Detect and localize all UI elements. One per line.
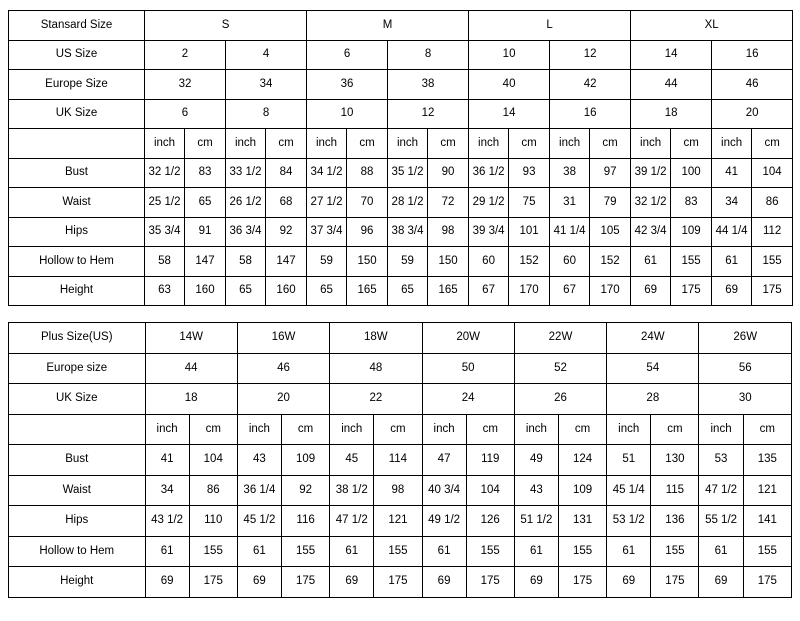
plus-hollow-to-hem-value: 61 (145, 536, 189, 567)
europe-size-value: 38 (388, 70, 469, 100)
bust-value: 84 (266, 158, 307, 188)
hips-value: 42 3/4 (631, 217, 671, 247)
plus-bust-value: 49 (514, 445, 558, 476)
plus-bust-value: 119 (466, 445, 514, 476)
plus-hollow-to-hem-value: 155 (743, 536, 791, 567)
waist-value: 65 (185, 188, 226, 218)
uk-size-value: 10 (307, 99, 388, 129)
plus-uk-size-value: 18 (145, 384, 237, 415)
plus-hollow-to-hem-value: 155 (466, 536, 514, 567)
height-value: 175 (671, 276, 712, 306)
waist-value: 34 (712, 188, 752, 218)
unit-cell: inch (607, 414, 651, 445)
unit-cell: inch (699, 414, 743, 445)
plus-waist-value: 36 1/4 (237, 475, 281, 506)
bust-value: 38 (550, 158, 590, 188)
plus-europe-size-value: 44 (145, 353, 237, 384)
table-row-waist (9, 188, 793, 218)
plus-height-value: 175 (282, 567, 330, 598)
bust-value: 90 (428, 158, 469, 188)
plus-waist-value: 45 1/4 (607, 475, 651, 506)
hollow-to-hem-value: 60 (469, 247, 509, 277)
row-label-bust: Bust (9, 158, 145, 188)
bust-value: 39 1/2 (631, 158, 671, 188)
unit-cell: cm (347, 129, 388, 159)
hollow-to-hem-value: 59 (307, 247, 347, 277)
unit-cell: inch (307, 129, 347, 159)
hips-value: 39 3/4 (469, 217, 509, 247)
plus-height-value: 175 (374, 567, 422, 598)
height-value: 165 (428, 276, 469, 306)
row-label-height: Height (9, 276, 145, 306)
hips-value: 41 1/4 (550, 217, 590, 247)
us-size-value: 2 (145, 40, 226, 70)
table-row-bust (9, 158, 793, 188)
hips-value: 109 (671, 217, 712, 247)
hips-value: 91 (185, 217, 226, 247)
bust-value: 93 (509, 158, 550, 188)
row-label-waist: Waist (9, 188, 145, 218)
plus-height-value: 69 (699, 567, 743, 598)
height-value: 65 (307, 276, 347, 306)
plus-bust-value: 53 (699, 445, 743, 476)
hollow-to-hem-value: 147 (266, 247, 307, 277)
unit-cell: cm (428, 129, 469, 159)
row-label-plus-hips: Hips (9, 506, 146, 537)
table-row-uk-size (9, 99, 793, 129)
europe-size-value: 34 (226, 70, 307, 100)
plus-uk-size-value: 22 (330, 384, 422, 415)
plus-size-24w: 24W (607, 323, 699, 354)
unit-cell: inch (469, 129, 509, 159)
waist-value: 72 (428, 188, 469, 218)
plus-hips-value: 141 (743, 506, 791, 537)
plus-size-18w: 18W (330, 323, 422, 354)
plus-bust-value: 41 (145, 445, 189, 476)
plus-waist-value: 115 (651, 475, 699, 506)
plus-bust-value: 51 (607, 445, 651, 476)
plus-size-label: Plus Size(US) (9, 323, 146, 354)
plus-bust-value: 45 (330, 445, 374, 476)
waist-value: 75 (509, 188, 550, 218)
height-value: 160 (185, 276, 226, 306)
standard-size-label: Stansard Size (9, 11, 145, 41)
size-group-l: L (469, 11, 631, 41)
hollow-to-hem-value: 60 (550, 247, 590, 277)
plus-hips-value: 55 1/2 (699, 506, 743, 537)
hollow-to-hem-value: 147 (185, 247, 226, 277)
hollow-to-hem-value: 58 (226, 247, 266, 277)
plus-bust-value: 109 (282, 445, 330, 476)
height-value: 63 (145, 276, 185, 306)
row-label-plus-uk-size: UK Size (9, 384, 146, 415)
plus-height-value: 69 (145, 567, 189, 598)
us-size-value: 12 (550, 40, 631, 70)
plus-hollow-to-hem-value: 155 (282, 536, 330, 567)
row-label-plus-height: Height (9, 567, 146, 598)
plus-europe-size-value: 50 (422, 353, 514, 384)
us-size-value: 10 (469, 40, 550, 70)
plus-waist-value: 104 (466, 475, 514, 506)
us-size-value: 14 (631, 40, 712, 70)
unit-cell: inch (712, 129, 752, 159)
us-size-value: 8 (388, 40, 469, 70)
plus-bust-value: 114 (374, 445, 422, 476)
units-row-blank-label (9, 129, 145, 159)
plus-waist-value: 86 (189, 475, 237, 506)
row-label-plus-europe-size: Europe size (9, 353, 146, 384)
plus-size-table (8, 322, 792, 598)
plus-waist-value: 47 1/2 (699, 475, 743, 506)
bust-value: 35 1/2 (388, 158, 428, 188)
plus-hips-value: 136 (651, 506, 699, 537)
hips-value: 101 (509, 217, 550, 247)
plus-hips-value: 43 1/2 (145, 506, 189, 537)
table-row-plus-bust (9, 445, 792, 476)
unit-cell: inch (388, 129, 428, 159)
waist-value: 31 (550, 188, 590, 218)
plus-hollow-to-hem-value: 61 (607, 536, 651, 567)
uk-size-value: 6 (145, 99, 226, 129)
plus-waist-value: 43 (514, 475, 558, 506)
bust-value: 33 1/2 (226, 158, 266, 188)
plus-hips-value: 53 1/2 (607, 506, 651, 537)
plus-uk-size-value: 20 (237, 384, 329, 415)
row-label-hollow-to-hem: Hollow to Hem (9, 247, 145, 277)
unit-cell: inch (145, 414, 189, 445)
waist-value: 70 (347, 188, 388, 218)
plus-waist-value: 34 (145, 475, 189, 506)
plus-waist-value: 38 1/2 (330, 475, 374, 506)
plus-hips-value: 110 (189, 506, 237, 537)
uk-size-value: 8 (226, 99, 307, 129)
hips-value: 44 1/4 (712, 217, 752, 247)
height-value: 65 (388, 276, 428, 306)
bust-value: 97 (590, 158, 631, 188)
height-value: 170 (590, 276, 631, 306)
plus-uk-size-value: 28 (607, 384, 699, 415)
unit-cell: cm (590, 129, 631, 159)
plus-height-value: 175 (466, 567, 514, 598)
unit-cell: cm (509, 129, 550, 159)
hips-value: 35 3/4 (145, 217, 185, 247)
table-row-height (9, 276, 793, 306)
plus-waist-value: 98 (374, 475, 422, 506)
table-row-plus-header (9, 323, 792, 354)
height-value: 69 (631, 276, 671, 306)
plus-height-value: 175 (558, 567, 606, 598)
uk-size-value: 18 (631, 99, 712, 129)
hips-value: 92 (266, 217, 307, 247)
europe-size-value: 40 (469, 70, 550, 100)
hollow-to-hem-value: 152 (590, 247, 631, 277)
plus-height-value: 69 (330, 567, 374, 598)
waist-value: 28 1/2 (388, 188, 428, 218)
bust-value: 104 (752, 158, 793, 188)
row-label-europe-size: Europe Size (9, 70, 145, 100)
unit-cell: cm (374, 414, 422, 445)
europe-size-value: 32 (145, 70, 226, 100)
plus-height-value: 69 (237, 567, 281, 598)
europe-size-value: 36 (307, 70, 388, 100)
plus-uk-size-value: 26 (514, 384, 606, 415)
height-value: 175 (752, 276, 793, 306)
height-value: 67 (469, 276, 509, 306)
plus-europe-size-value: 48 (330, 353, 422, 384)
plus-europe-size-value: 46 (237, 353, 329, 384)
unit-cell: cm (752, 129, 793, 159)
height-value: 69 (712, 276, 752, 306)
plus-height-value: 69 (422, 567, 466, 598)
plus-hollow-to-hem-value: 155 (374, 536, 422, 567)
table-row-plus-hips (9, 506, 792, 537)
hips-value: 36 3/4 (226, 217, 266, 247)
hollow-to-hem-value: 59 (388, 247, 428, 277)
plus-bust-value: 47 (422, 445, 466, 476)
height-value: 165 (347, 276, 388, 306)
plus-europe-size-value: 56 (699, 353, 792, 384)
height-value: 67 (550, 276, 590, 306)
hips-value: 96 (347, 217, 388, 247)
hips-value: 38 3/4 (388, 217, 428, 247)
plus-europe-size-value: 52 (514, 353, 606, 384)
plus-hips-value: 131 (558, 506, 606, 537)
plus-europe-size-value: 54 (607, 353, 699, 384)
waist-value: 79 (590, 188, 631, 218)
plus-waist-value: 121 (743, 475, 791, 506)
plus-hips-value: 51 1/2 (514, 506, 558, 537)
row-label-plus-hollow-to-hem: Hollow to Hem (9, 536, 146, 567)
row-label-plus-bust: Bust (9, 445, 146, 476)
uk-size-value: 14 (469, 99, 550, 129)
waist-value: 68 (266, 188, 307, 218)
table-row-standard-header (9, 11, 793, 41)
plus-height-value: 175 (743, 567, 791, 598)
plus-hips-value: 116 (282, 506, 330, 537)
plus-hips-value: 121 (374, 506, 422, 537)
us-size-value: 16 (712, 40, 793, 70)
plus-size-20w: 20W (422, 323, 514, 354)
europe-size-value: 42 (550, 70, 631, 100)
plus-size-26w: 26W (699, 323, 792, 354)
table-row-plus-waist (9, 475, 792, 506)
plus-size-22w: 22W (514, 323, 606, 354)
waist-value: 26 1/2 (226, 188, 266, 218)
hollow-to-hem-value: 150 (428, 247, 469, 277)
plus-waist-value: 40 3/4 (422, 475, 466, 506)
plus-hollow-to-hem-value: 61 (237, 536, 281, 567)
unit-cell: inch (631, 129, 671, 159)
bust-value: 100 (671, 158, 712, 188)
table-row-plus-hollow-to-hem (9, 536, 792, 567)
table-row-us-size (9, 40, 793, 70)
plus-hips-value: 47 1/2 (330, 506, 374, 537)
plus-uk-size-value: 24 (422, 384, 514, 415)
unit-cell: inch (226, 129, 266, 159)
unit-cell: inch (330, 414, 374, 445)
size-group-s: S (145, 11, 307, 41)
bust-value: 32 1/2 (145, 158, 185, 188)
table-row-plus-height (9, 567, 792, 598)
unit-cell: cm (466, 414, 514, 445)
waist-value: 27 1/2 (307, 188, 347, 218)
table-row-plus-units (9, 414, 792, 445)
standard-size-table (8, 10, 793, 306)
hips-value: 105 (590, 217, 631, 247)
table-row-hips (9, 217, 793, 247)
plus-hips-value: 126 (466, 506, 514, 537)
plus-hollow-to-hem-value: 155 (558, 536, 606, 567)
plus-bust-value: 104 (189, 445, 237, 476)
unit-cell: cm (743, 414, 791, 445)
uk-size-value: 12 (388, 99, 469, 129)
bust-value: 34 1/2 (307, 158, 347, 188)
hips-value: 37 3/4 (307, 217, 347, 247)
height-value: 160 (266, 276, 307, 306)
unit-cell: inch (237, 414, 281, 445)
hollow-to-hem-value: 150 (347, 247, 388, 277)
hips-value: 98 (428, 217, 469, 247)
plus-hips-value: 49 1/2 (422, 506, 466, 537)
table-row-europe-size (9, 70, 793, 100)
height-value: 65 (226, 276, 266, 306)
bust-value: 83 (185, 158, 226, 188)
uk-size-value: 16 (550, 99, 631, 129)
plus-hollow-to-hem-value: 61 (422, 536, 466, 567)
row-label-hips: Hips (9, 217, 145, 247)
plus-bust-value: 43 (237, 445, 281, 476)
plus-waist-value: 92 (282, 475, 330, 506)
plus-uk-size-value: 30 (699, 384, 792, 415)
row-label-plus-waist: Waist (9, 475, 146, 506)
hollow-to-hem-value: 61 (712, 247, 752, 277)
waist-value: 29 1/2 (469, 188, 509, 218)
plus-bust-value: 130 (651, 445, 699, 476)
plus-height-value: 175 (189, 567, 237, 598)
unit-cell: inch (145, 129, 185, 159)
bust-value: 36 1/2 (469, 158, 509, 188)
unit-cell: inch (550, 129, 590, 159)
unit-cell: inch (422, 414, 466, 445)
row-label-us-size: US Size (9, 40, 145, 70)
row-label-uk-size: UK Size (9, 99, 145, 129)
unit-cell: cm (282, 414, 330, 445)
plus-height-value: 175 (651, 567, 699, 598)
bust-value: 88 (347, 158, 388, 188)
plus-height-value: 69 (514, 567, 558, 598)
unit-cell: cm (266, 129, 307, 159)
plus-bust-value: 135 (743, 445, 791, 476)
waist-value: 25 1/2 (145, 188, 185, 218)
plus-hollow-to-hem-value: 61 (514, 536, 558, 567)
unit-cell: cm (185, 129, 226, 159)
table-row-units (9, 129, 793, 159)
plus-hollow-to-hem-value: 61 (330, 536, 374, 567)
hollow-to-hem-value: 155 (752, 247, 793, 277)
table-row-plus-europe-size (9, 353, 792, 384)
europe-size-value: 44 (631, 70, 712, 100)
plus-height-value: 69 (607, 567, 651, 598)
unit-cell: cm (651, 414, 699, 445)
waist-value: 83 (671, 188, 712, 218)
bust-value: 41 (712, 158, 752, 188)
uk-size-value: 20 (712, 99, 793, 129)
plus-size-14w: 14W (145, 323, 237, 354)
europe-size-value: 46 (712, 70, 793, 100)
hollow-to-hem-value: 152 (509, 247, 550, 277)
plus-hollow-to-hem-value: 155 (651, 536, 699, 567)
plus-units-row-blank-label (9, 414, 146, 445)
unit-cell: cm (558, 414, 606, 445)
plus-hollow-to-hem-value: 61 (699, 536, 743, 567)
unit-cell: cm (671, 129, 712, 159)
plus-waist-value: 109 (558, 475, 606, 506)
plus-bust-value: 124 (558, 445, 606, 476)
table-row-plus-uk-size (9, 384, 792, 415)
us-size-value: 6 (307, 40, 388, 70)
hollow-to-hem-value: 155 (671, 247, 712, 277)
height-value: 170 (509, 276, 550, 306)
table-row-hollow-to-hem (9, 247, 793, 277)
size-group-xl: XL (631, 11, 793, 41)
unit-cell: cm (189, 414, 237, 445)
waist-value: 32 1/2 (631, 188, 671, 218)
hollow-to-hem-value: 61 (631, 247, 671, 277)
waist-value: 86 (752, 188, 793, 218)
plus-size-16w: 16W (237, 323, 329, 354)
hips-value: 112 (752, 217, 793, 247)
hollow-to-hem-value: 58 (145, 247, 185, 277)
size-group-m: M (307, 11, 469, 41)
plus-hollow-to-hem-value: 155 (189, 536, 237, 567)
us-size-value: 4 (226, 40, 307, 70)
unit-cell: inch (514, 414, 558, 445)
plus-hips-value: 45 1/2 (237, 506, 281, 537)
